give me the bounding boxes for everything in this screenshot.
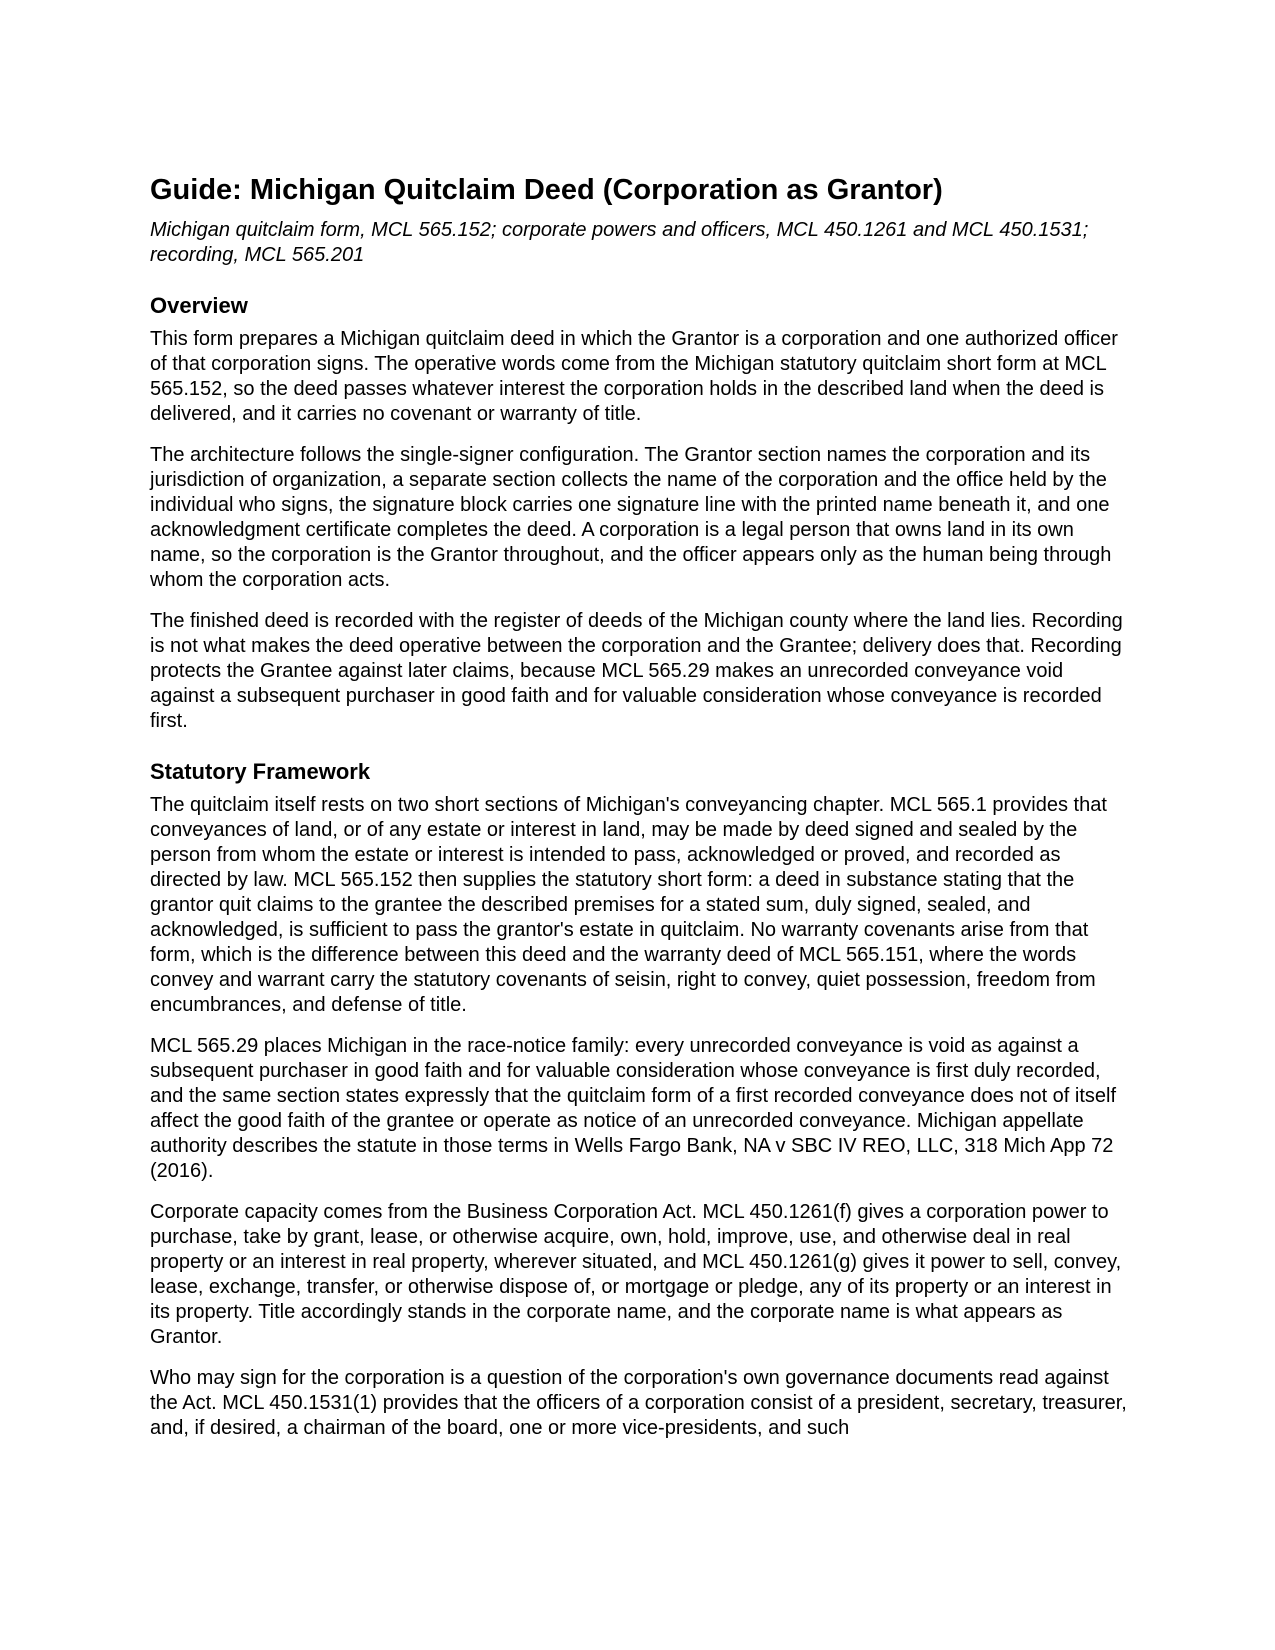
section-heading-overview: Overview (150, 293, 248, 318)
overview-paragraph: This form prepares a Michigan quitclaim deed in which the Grantor is a corporation and one authorized officer of that corporation signs. The operative words come from the Michigan statutory quitclaim short form at MCL 565.152, so the deed passes whatever interest the corporation holds in the described land when the deed is delivered, and it carries no covenant or warranty of title. (150, 328, 1118, 425)
statutory-framework-paragraph: The quitclaim itself rests on two short sections of Michigan's conveyancing chapter. MCL 565.1 provides that conveyances of land, or of any estate or interest in land, may be made by deed signed and sealed by the person from whom the estate or interest is intended to pass, acknowledged or proved, and recorded as directed by law. MCL 565.152 then supplies the statutory short form: a deed in substance stating that the grantor quit claims to the grantee the described premises for a stated sum, duly signed, sealed, and acknowledged, is sufficient to pass the grantor's estate in quitclaim. No warranty covenants arise from that form, which is the difference between this deed and the warranty deed of MCL 565.151, where the words convey and warrant carry the statutory covenants of seisin, right to convey, quiet possession, freedom from encumbrances, and defense of title. (150, 794, 1107, 1016)
document-page (150, 172, 1130, 1441)
statutory-framework-paragraph: Who may sign for the corporation is a question of the corporation's own governance documents read against the Act. MCL 450.1531(1) provides that the officers of a corporation consist of a president, secretary, treasurer, and, if desired, a chairman of the board, one or more vice-presidents, and such (150, 1367, 1127, 1439)
statutory-framework-paragraph: Corporate capacity comes from the Business Corporation Act. MCL 450.1261(f) gives a corporation power to purchase, take by grant, lease, or otherwise acquire, own, hold, improve, use, and otherwise deal in real property or an interest in real property, wherever situated, and MCL 450.1261(g) gives it power to sell, convey, lease, exchange, transfer, or otherwise dispose of, or mortgage or pledge, any of its property or an interest in its property. Title accordingly stands in the corporate name, and the corporate name is what appears as Grantor. (150, 1201, 1122, 1348)
section-heading-statutory-framework: Statutory Framework (150, 759, 371, 784)
document-title: Guide: Michigan Quitclaim Deed (Corporation as Grantor) (150, 174, 943, 206)
statutory-framework-paragraph: MCL 565.29 places Michigan in the race-notice family: every unrecorded conveyance is void as against a subsequent purchaser in good faith and for valuable consideration whose conveyance is first duly recorded, and the same section states expressly that the quitclaim form of a first recorded conveyance does not of itself affect the good faith of the grantee or operate as notice of an unrecorded conveyance. Michigan appellate authority describes the statute in those terms in Wells Fargo Bank, NA v SBC IV REO, LLC, 318 Mich App 72 (2016). (150, 1035, 1117, 1182)
document-subtitle: Michigan quitclaim form, MCL 565.152; corporate powers and officers, MCL 450.1261 and MCL 450.1531; recording, MCL 565.201 (150, 219, 1089, 266)
overview-paragraph: The architecture follows the single-signer configuration. The Grantor section names the corporation and its jurisdiction of organization, a separate section collects the name of the corporation and the office held by the individual who signs, the signature block carries one signature line with the printed name beneath it, and one acknowledgment certificate completes the deed. A corporation is a legal person that owns land in its own name, so the corporation is the Grantor throughout, and the officer appears only as the human being through whom the corporation acts. (150, 444, 1112, 591)
overview-paragraph: The finished deed is recorded with the register of deeds of the Michigan county where the land lies. Recording is not what makes the deed operative between the corporation and the Grantee; delivery does that. Recording protects the Grantee against later claims, because MCL 565.29 makes an unrecorded conveyance void against a subsequent purchaser in good faith and for valuable consideration whose conveyance is recorded first. (150, 610, 1123, 732)
